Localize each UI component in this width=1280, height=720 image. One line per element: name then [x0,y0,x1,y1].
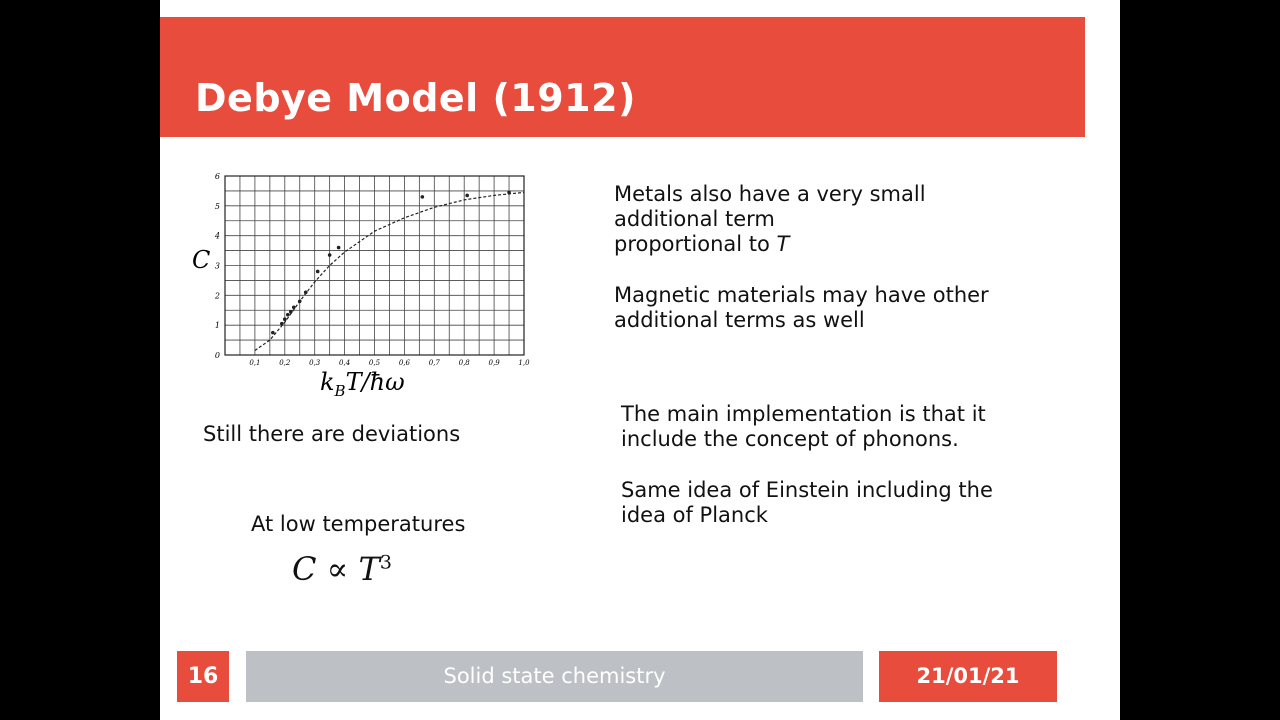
data-point [304,291,308,295]
data-point [283,317,287,321]
slide [160,0,1120,720]
einstein-note: Same idea of Einstein including the idea of Planck [621,478,993,527]
y-axis-symbol: C [192,246,211,274]
y-tick-label: 2 [214,291,220,301]
magnetic-note: Magnetic materials may have other additional terms as well [614,283,989,332]
data-point [421,195,425,199]
y-tick-label: 4 [214,231,220,241]
x-tick-label: 0,9 [488,359,500,367]
slide-title: Debye Model (1912) [195,76,636,120]
heat-capacity-chart [185,168,530,400]
y-tick-label: 0 [214,351,220,360]
data-point [337,246,341,250]
chart-points [271,191,511,335]
data-point [507,191,511,195]
implementation-note: The main implementation is that it include the concept of phonons. [621,402,986,451]
x-tick-label: 0,4 [339,359,351,367]
low-temperature-text: At low temperatures [251,512,466,536]
x-axis-label: $k_BT/ħ\omega$ [320,368,405,400]
x-tick-label: 0,3 [309,359,321,367]
x-tick-label: 1,0 [518,359,530,367]
x-tick-label: 0,2 [279,359,291,367]
metals-note: Metals also have a very small additional term proportional to T [614,182,926,256]
x-tick-label: 0,8 [458,359,470,367]
data-point [328,253,332,257]
data-point [298,300,302,304]
y-tick-label: 3 [214,261,220,271]
page-number: 16 [177,651,229,702]
x-tick-label: 0,7 [428,359,440,367]
cubic-law-formula: $C \propto T^3$ [292,550,392,588]
y-tick-label: 1 [214,321,220,331]
data-point [286,313,290,317]
x-tick-label: 0,5 [368,359,381,367]
y-tick-label: 6 [214,172,220,181]
deviations-text: Still there are deviations [203,422,461,446]
data-point [271,331,275,335]
y-tick-label: 5 [214,201,220,211]
x-tick-label: 0,1 [249,359,261,367]
data-point [289,310,293,314]
data-point [280,322,284,326]
x-tick-label: 0,6 [398,359,410,367]
y-tick-labels [214,172,220,360]
data-point [292,305,296,309]
chart-grid [225,176,524,355]
data-point [465,194,469,198]
data-point [316,270,320,274]
slide-date: 21/01/21 [879,651,1057,702]
x-tick-labels [249,359,530,367]
course-name: Solid state chemistry [246,651,863,702]
